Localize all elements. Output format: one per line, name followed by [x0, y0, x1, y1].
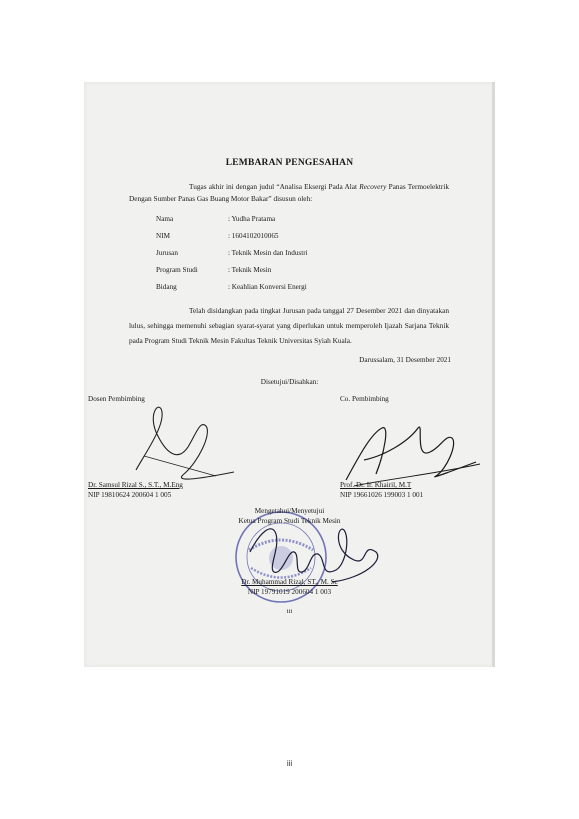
field-label-bidang: Bidang — [156, 283, 177, 291]
right-signer-name: Prof. Dr. Ir. Khairil, M.T — [340, 481, 412, 489]
page-number: iii — [286, 759, 293, 768]
right-signer — [340, 395, 490, 505]
intro-line2: Termoelektrik Dengan Sumber Panas Gas Buang Motor Bakar” disusun oleh: — [129, 182, 449, 203]
intro-line1: Tugas akhir ini dengan judul “Analisa Eksergi Pada Alat — [189, 182, 360, 191]
center-signer-line2: Ketua Program Studi Teknik Mesin — [238, 516, 341, 525]
center-signer-name: Dr. Muhammad Rizal, ST., M. Sc — [241, 578, 338, 586]
left-signer-role: Dosen Pembimbing — [88, 395, 145, 403]
field-value-program-studi: : Teknik Mesin — [228, 266, 272, 274]
center-signature — [250, 529, 378, 582]
field-label-program-studi: Program Studi — [156, 266, 198, 274]
left-signer-nip: NIP 19810624 200604 1 005 — [88, 491, 172, 499]
approval-text: Telah disidangkan pada tingkat Jurusan pada tanggal 27 Desember 2021 dan dinyatakan lulus, sehingga memenuhi sebagian syarat-syarat yang diperlukan untuk memperoleh Ijazah Sarjana Teknik pada Program Studi Teknik Mesin Fakultas Teknik Universitas Syiah Kuala. — [129, 306, 449, 345]
intro-italic: Recovery — [359, 182, 387, 191]
place-date: Darussalam, 31 Desember 2021 — [359, 356, 451, 364]
field-label-jurusan: Jurusan — [156, 249, 178, 257]
inner-page-number: iii — [286, 608, 293, 615]
field-value-nama: : Yudha Pratama — [228, 215, 276, 223]
field-label-nama: Nama — [156, 215, 174, 223]
left-signer — [88, 395, 238, 505]
field-value-jurusan: : Teknik Mesin dan Industri — [228, 249, 308, 257]
approved-label: Disetujui/Disahkan: — [260, 378, 319, 386]
field-value-nim: : 1604102010065 — [228, 232, 279, 240]
center-signer — [84, 507, 495, 526]
center-signer-line1: Mengetahui/Menyetujui — [254, 507, 325, 515]
field-value-bidang: : Keahlian Konversi Energi — [228, 283, 307, 291]
right-signer-role: Co. Pembimbing — [340, 395, 389, 403]
field-label-nim: NIM — [156, 232, 170, 240]
left-signer-name: Dr. Samsul Rizal S., S.T., M.Eng — [88, 481, 183, 489]
right-signer-nip: NIP 19661026 199003 1 001 — [340, 491, 424, 499]
intro-line1-end: Panas — [386, 182, 406, 191]
scanned-page — [84, 82, 495, 667]
center-signer-nip: NIP 19791019 200604 1 003 — [247, 588, 332, 596]
document-title: LEMBARAN PENGESAHAN — [225, 158, 354, 168]
